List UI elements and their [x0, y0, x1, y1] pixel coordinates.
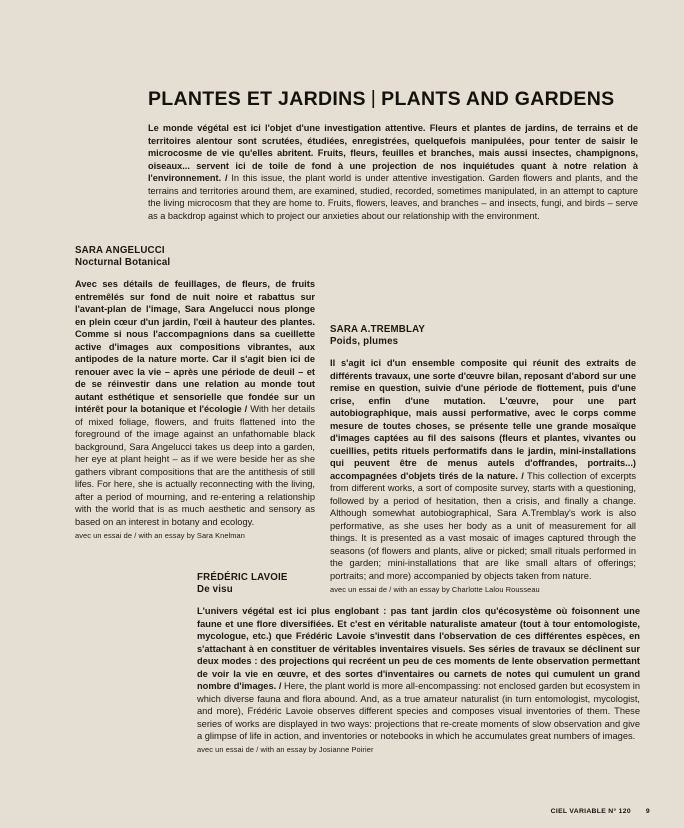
section-body-lavoie — [197, 605, 640, 743]
magazine-title: CIEL VARIABLE N° 120 — [550, 808, 631, 815]
work-title-angelucci: Nocturnal Botanical — [75, 257, 171, 269]
work-title-tremblay: Poids, plumes — [330, 336, 399, 348]
page-title — [148, 88, 638, 111]
section-body-tremblay — [330, 357, 636, 582]
page-title-en: PLANTS AND GARDENS — [381, 88, 615, 110]
intro-text-fr: Le monde végétal est ici l'objet d'une investigation attentive. Fleurs et plantes de jardins, de terrains et de territoires alentour sont scrutées, étudiées, enregistrées, quelquefois manipulées, pour tenter de saisir le microcosme de vie qu'elles abritent. Fruits, fleurs, feuilles et branches, mais aussi insectes, champignons, oiseaux... servent ici de toile de fond à une projection de nos inquiétudes quant à notre relation à l'environnement. / — [148, 123, 638, 184]
essay-credit-angelucci: avec un essai de / with an essay by Sara Knelman — [75, 530, 245, 540]
page-number: 9 — [645, 808, 650, 815]
section-frederic-lavoie — [197, 572, 640, 755]
body-en-lavoie: Here, the plant world is more all-encompassing: not enclosed garden but ecosystem in which diverse fauna and flora abound. And, as a true amateur naturalist (in turn entomologist, mycologist, and more), Frédéric Lavoie observes different species and composes visual inventories of them. These series of works are displayed in two ways: projections that re-create moments of slow observation and give a glimpse of life in action, and inventories or notebooks in which he accumulates great numbers of images. — [197, 681, 640, 742]
page-footer — [551, 808, 650, 815]
body-fr-angelucci: Avec ses détails de feuillages, de fleurs, de fruits entremêlés sur fond de nuit noire et rabattus sur l'avant-plan de l'image, Sara Angelucci nous plonge en plein cœur d'un jardin, l'œil à hauteur des plantes. Comme si nous l'accompagnions dans sa cueillette active d'images aux compositions vibrantes, aux antipodes de la nature morte. Car il s'agit bien ici de renouer avec la vie – après une période de deuil – et de se réinvestir dans une relation au monde tout autant esthétique et sensorielle que fondée sur un intérêt pour la botanique et l'écologie / — [75, 279, 315, 415]
body-fr-tremblay: Il s'agit ici d'un ensemble composite qui réunit des extraits de différents travaux, une sorte d'œuvre bilan, reposant d'abord sur une remise en question, suivie d'une période de flottement, puis d'une crise, enfin d'une mutation. L'œuvre, pour une part autobiographique, mais aussi performative, avec le corps comme mesure de toutes choses, se présente telle une grande mosaïque d'images captées au fil des saisons (fleurs et plantes, vivantes ou cueillies, petits rituels performatifs dans le jardin, mini-installations qui peuvent être de menus autels d'offrandes, portraits...) accompagnées d'objets tirés de la nature. / — [330, 358, 636, 481]
body-en-tremblay: This collection of excerpts from different works, a sort of composite survey, starts with a questioning, followed by a period of hesitation, then a crisis, and finally a change. Although somewhat autobiographical, Sara A.Tremblay's work is also performative, as she uses her body as a unit of measurement for all things. It is presented as a vast mosaic of images captured through the seasons (of flowers and plants, alive or picked; small rituals performed in the garden; mini-installations that are like small altars of offerings; portraits; and more) accompanied by objects taken from nature. — [330, 470, 636, 581]
body-en-angelucci: With her details of mixed foliage, flowers, and fruits flattened into the foreground of the image against an unfathomable black background, Sara Angelucci takes us deep into a garden, her eye at plant height – as if we were beside her as she gathers vibrant compositions that are the antithesis of still lifes. For here, she is actually reconnecting with the living, after a period of mourning, and re-entering a relationship with the world that is as much aesthetic and sensory as based on an interest in botany and ecology. — [75, 404, 315, 527]
intro-paragraph — [148, 122, 638, 222]
masthead — [148, 88, 638, 222]
page-title-fr: PLANTES ET JARDINS — [148, 88, 366, 110]
work-title-lavoie: De visu — [197, 584, 233, 596]
body-fr-lavoie: L'univers végétal est ici plus englobant : pas tant jardin clos qu'écosystème où foisonnent une faune et une flore diversifiées. Et c'est en véritable naturaliste amateur (tout à tour entomologiste, mycologue, etc.) que Frédéric Lavoie s'investit dans l'observation de ces différentes espèces, en s'attachant à en constituer de véritables inventaires visuels. Ses séries de travaux se déclinent sur deux modes : des projections qui recréent un peu de ces moments de lente observation permettant de voir la vie en œuvre, et des sortes d'inventaires ou carnets de notes qui cumulent un grand nombre d'images. / — [197, 606, 640, 692]
essay-credit-tremblay: avec un essai de / with an essay by Charlotte Lalou Rousseau — [330, 584, 540, 594]
section-sara-angelucci — [75, 245, 315, 541]
intro-text-en: In this issue, the plant world is under attentive investigation. Garden flowers and plants, and the terrains and territories around them, are examined, studied, recorded, sometimes manipulated, in an attempt to capture the living microcosm that they are home to. Fruits, flowers, leaves, and branches – and insects, fungi, and birds – serve as a backdrop against which to project our anxieties about our relationship with the environment. — [148, 173, 638, 221]
artist-name-lavoie: FRÉDÉRIC LAVOIE — [197, 572, 288, 583]
artist-name-angelucci: SARA ANGELUCCI — [75, 245, 165, 256]
title-separator: | — [370, 87, 377, 109]
essay-credit-lavoie: avec un essai de / with an essay by Josianne Poirier — [197, 745, 374, 755]
artist-name-tremblay: SARA A.TREMBLAY — [330, 324, 426, 335]
section-body-angelucci — [75, 278, 315, 528]
section-sara-tremblay — [330, 324, 636, 595]
